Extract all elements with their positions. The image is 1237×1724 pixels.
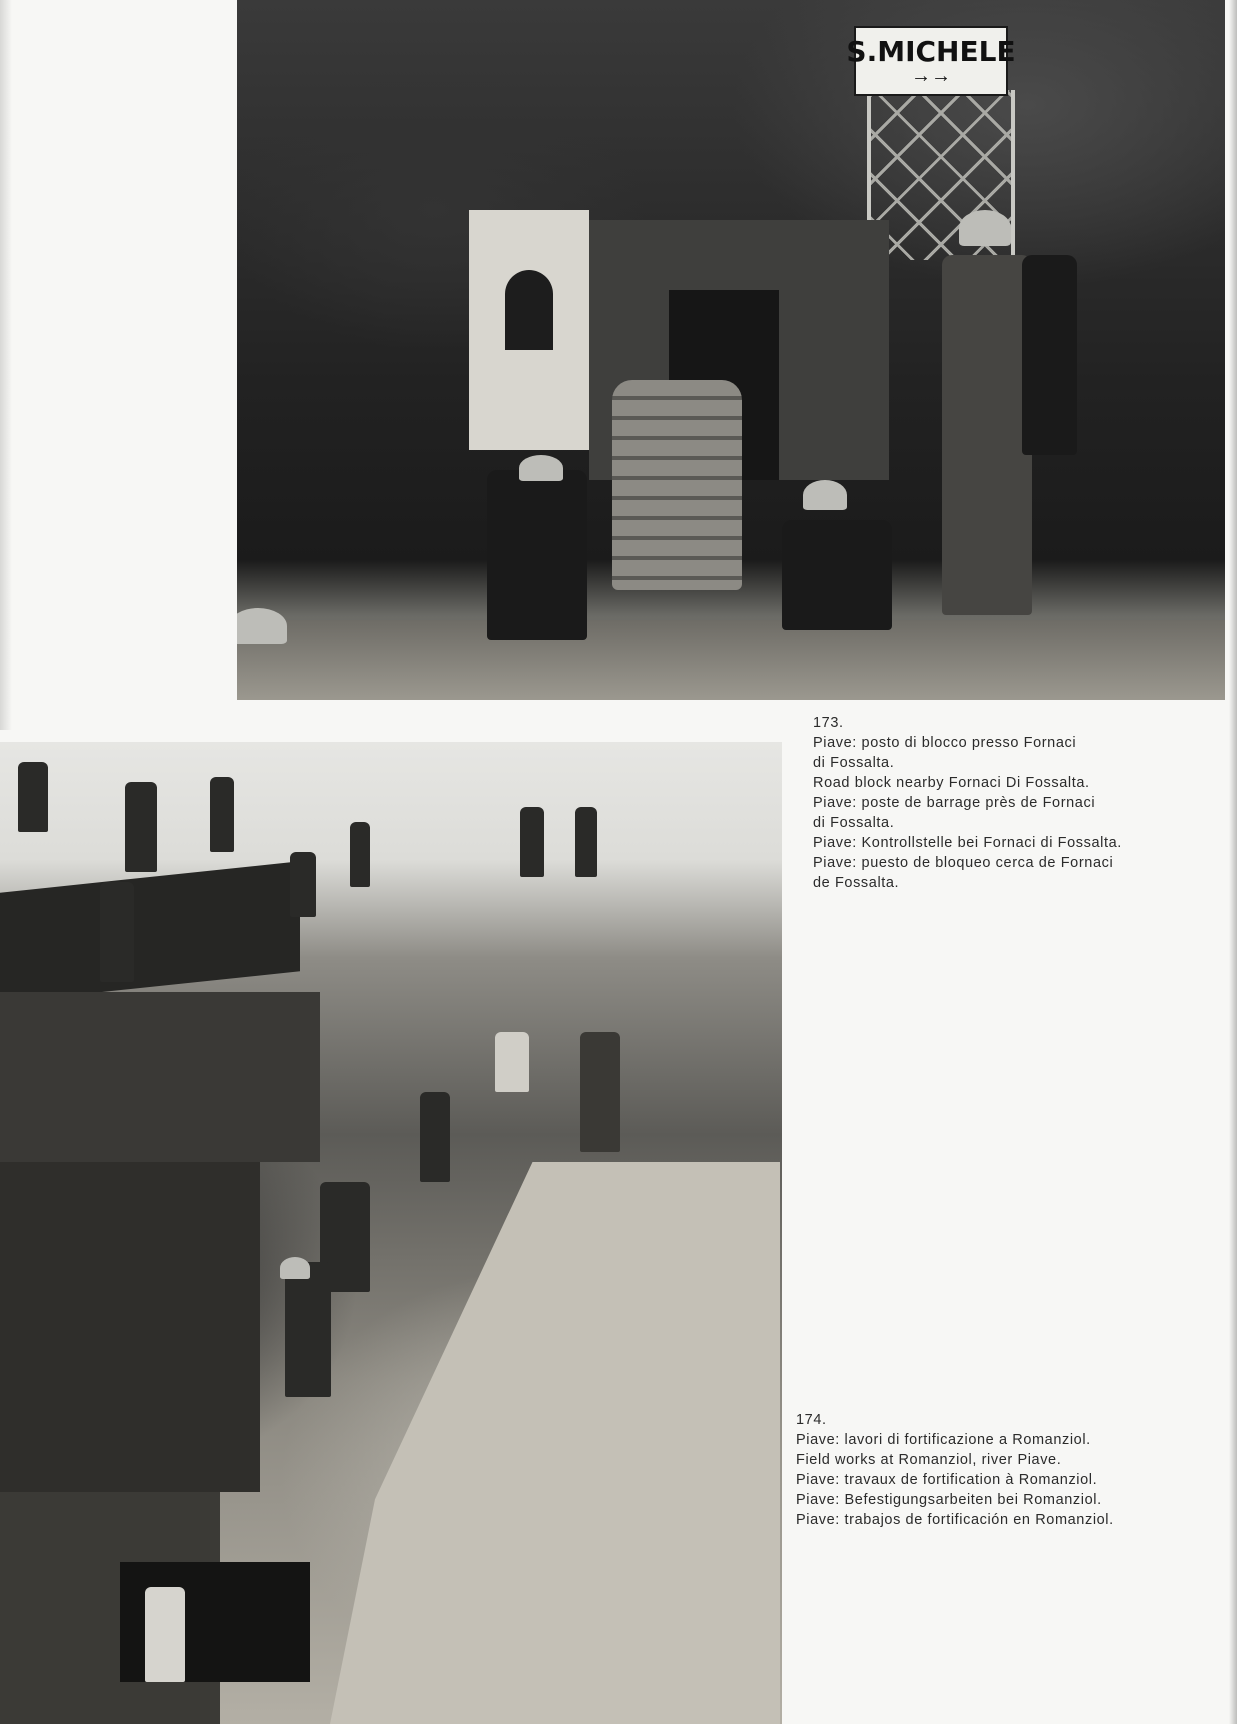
photo-road-block — [237, 0, 1225, 700]
helmet-on-ground — [237, 608, 287, 644]
worker — [18, 762, 48, 832]
helmet — [803, 480, 847, 510]
caption-173 — [813, 713, 1193, 893]
worker — [125, 782, 157, 872]
caption-line: Piave: posto di blocco presso Fornaci — [813, 735, 1077, 751]
sign-text: S.MICHELE — [846, 35, 1016, 68]
worker — [350, 822, 370, 887]
caption-line: Piave: Kontrollstelle bei Fornaci di Fossalta. — [813, 835, 1122, 851]
caption-line: Field works at Romanziol, river Piave. — [796, 1452, 1062, 1468]
worker — [580, 1032, 620, 1152]
soldier-aiming — [487, 470, 587, 640]
helmet — [959, 210, 1011, 246]
caption-line: di Fossalta. — [813, 755, 895, 771]
caption-line: Piave: trabajos de fortificación en Romanziol. — [796, 1512, 1114, 1528]
caption-line: Piave: travaux de fortification à Romanziol. — [796, 1472, 1098, 1488]
helmet — [519, 455, 563, 481]
page-edge — [1229, 0, 1237, 1724]
trench-slope — [330, 1162, 780, 1724]
caption-number: 173. — [813, 715, 844, 731]
trench-wall — [0, 992, 320, 1162]
soldier-crouching — [782, 520, 892, 630]
worker — [285, 1262, 331, 1397]
caption-line: Piave: lavori di fortificazione a Romanziol. — [796, 1432, 1091, 1448]
caption-174 — [796, 1410, 1206, 1530]
worker — [575, 807, 597, 877]
shrine-niche — [505, 270, 553, 350]
worker-in-dugout — [145, 1587, 185, 1682]
sign-arrow-icon: →→ — [911, 65, 951, 87]
worker — [495, 1032, 529, 1092]
caption-line: di Fossalta. — [813, 815, 895, 831]
caption-line: de Fossalta. — [813, 875, 900, 891]
shrine — [469, 210, 589, 450]
caption-number: 174. — [796, 1412, 827, 1428]
sign-s-michele — [846, 26, 1016, 96]
helmet — [280, 1257, 310, 1279]
worker — [210, 777, 234, 852]
trench-wall — [0, 1162, 260, 1492]
worker — [290, 852, 316, 917]
soldier-standing — [942, 255, 1032, 615]
photo-field-works — [0, 742, 782, 1724]
worker — [520, 807, 544, 877]
caption-line: Piave: puesto de bloqueo cerca de Fornaci — [813, 855, 1114, 871]
caption-line: Piave: poste de barrage près de Fornaci — [813, 795, 1096, 811]
ground — [237, 620, 1225, 700]
sandbag-wall — [612, 380, 742, 590]
trench-wall — [0, 861, 300, 1003]
soldier-standing-2 — [1022, 255, 1077, 455]
worker — [100, 882, 134, 982]
worker — [420, 1092, 450, 1182]
caption-line: Piave: Befestigungsarbeiten bei Romanziol. — [796, 1492, 1102, 1508]
page-fold-shadow — [0, 0, 12, 730]
caption-line: Road block nearby Fornaci Di Fossalta. — [813, 775, 1090, 791]
